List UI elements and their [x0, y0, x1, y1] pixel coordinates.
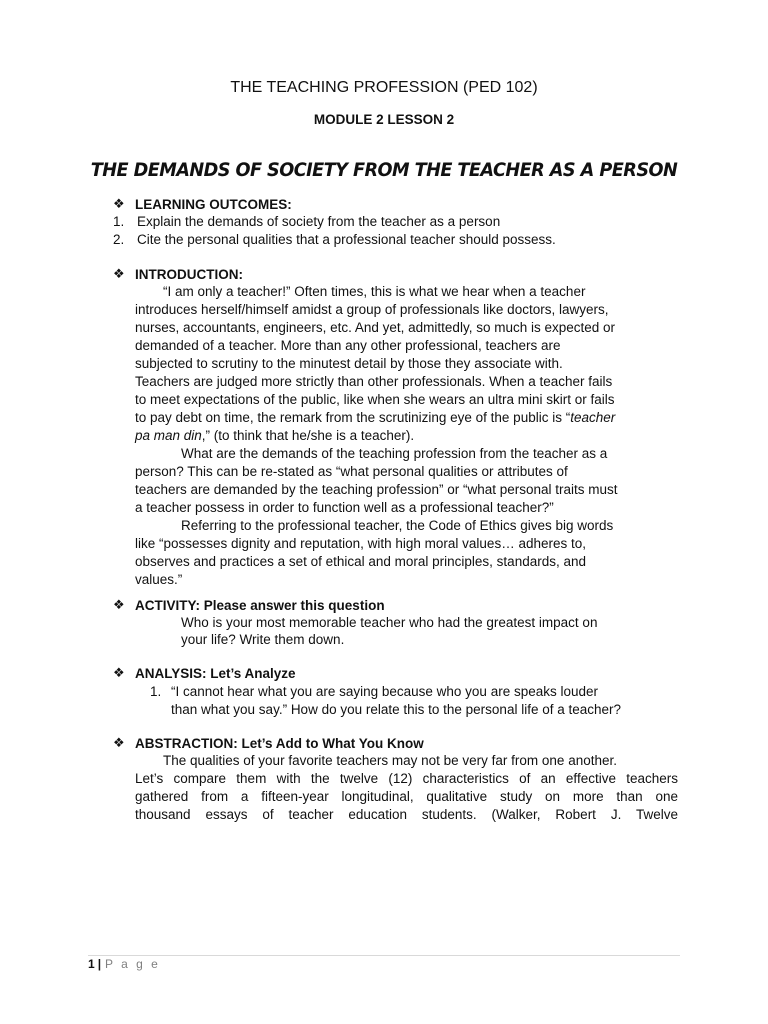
analysis-quote: than what you say.” How do you relate this to the personal life of a teacher?	[171, 702, 622, 717]
abstraction-text: The qualities of your favorite teachers may not be very far from one another. Let’s compare them with the twelve (12) characteristics of an effective teachers gathered from a fifteen-year longitudinal, qualitative study on more than one thousand essays of teacher education students. (Walker, Robert J. Twelve	[135, 753, 678, 822]
analysis-heading: ANALYSIS: Let’s Analyze	[135, 666, 296, 681]
introduction-text: “I am only a teacher!” Often times, this is what we hear when a teacher introduces herself/himself amidst a group of professionals like doctors, lawyers, nurses, accountants, engineers, etc. And yet, admittedly, so much is expected or demanded of a teacher. More than any other professional, teachers are subjected to scrutiny to the minutest detail by those they associate with. Teachers are judged more strictly than other professionals. When a teacher fails to meet expectations of the public, like when she wears an ultra mini skirt or fails to pay debt on time, the remark from the scrutinizing eye of the public is “teacher pa man din,” (to think that he/she is a teacher). What are the demands of the teaching profession from the teacher as a person? This can be re-stated as “what personal qualities or attributes of teachers are demanded by the teaching profession” or “what personal traits must a teacher possess in order to function well as a professional teacher?” Referring to the professional teacher, the Code of Ethics gives big words like “possesses dignity and reputation, with high moral values… adheres to, observes and practices a set of ethical and moral principles, standards, and values.”	[135, 284, 618, 587]
list-item: 1. Explain the demands of society from the teacher as a person	[113, 214, 501, 229]
module-label: MODULE 2 LESSON 2	[313, 112, 455, 127]
diamond-bullet-icon: ❖	[113, 736, 125, 751]
page-number: 1	[88, 957, 95, 971]
activity-question: your life? Write them down.	[181, 632, 345, 647]
abstraction-heading: ABSTRACTION: Let’s Add to What You Know	[135, 736, 424, 751]
learning-outcomes-list	[113, 213, 556, 249]
diamond-bullet-icon: ❖	[113, 666, 125, 681]
learning-outcomes-heading: LEARNING OUTCOMES:	[135, 197, 292, 212]
page-footer	[88, 957, 160, 971]
introduction-heading: INTRODUCTION:	[135, 267, 243, 282]
footer-divider	[88, 955, 680, 956]
diamond-bullet-icon: ❖	[113, 598, 125, 613]
footer-separator: |	[97, 957, 102, 971]
page-label: P a g e	[105, 957, 161, 971]
lesson-title: THE DEMANDS OF SOCIETY FROM THE TEACHER AS A PERSON	[90, 159, 678, 181]
activity-heading: ACTIVITY: Please answer this question	[135, 598, 385, 613]
diamond-bullet-icon: ❖	[113, 197, 125, 212]
activity-question: Who is your most memorable teacher who had the greatest impact on	[181, 615, 598, 630]
analysis-quote: “I cannot hear what you are saying because who you are speaks louder	[171, 684, 599, 699]
diamond-bullet-icon: ❖	[113, 267, 125, 282]
analysis-item-number: 1.	[150, 684, 162, 699]
document-title: THE TEACHING PROFESSION (PED 102)	[230, 79, 538, 96]
list-item: 2. Cite the personal qualities that a professional teacher should possess.	[113, 232, 556, 247]
